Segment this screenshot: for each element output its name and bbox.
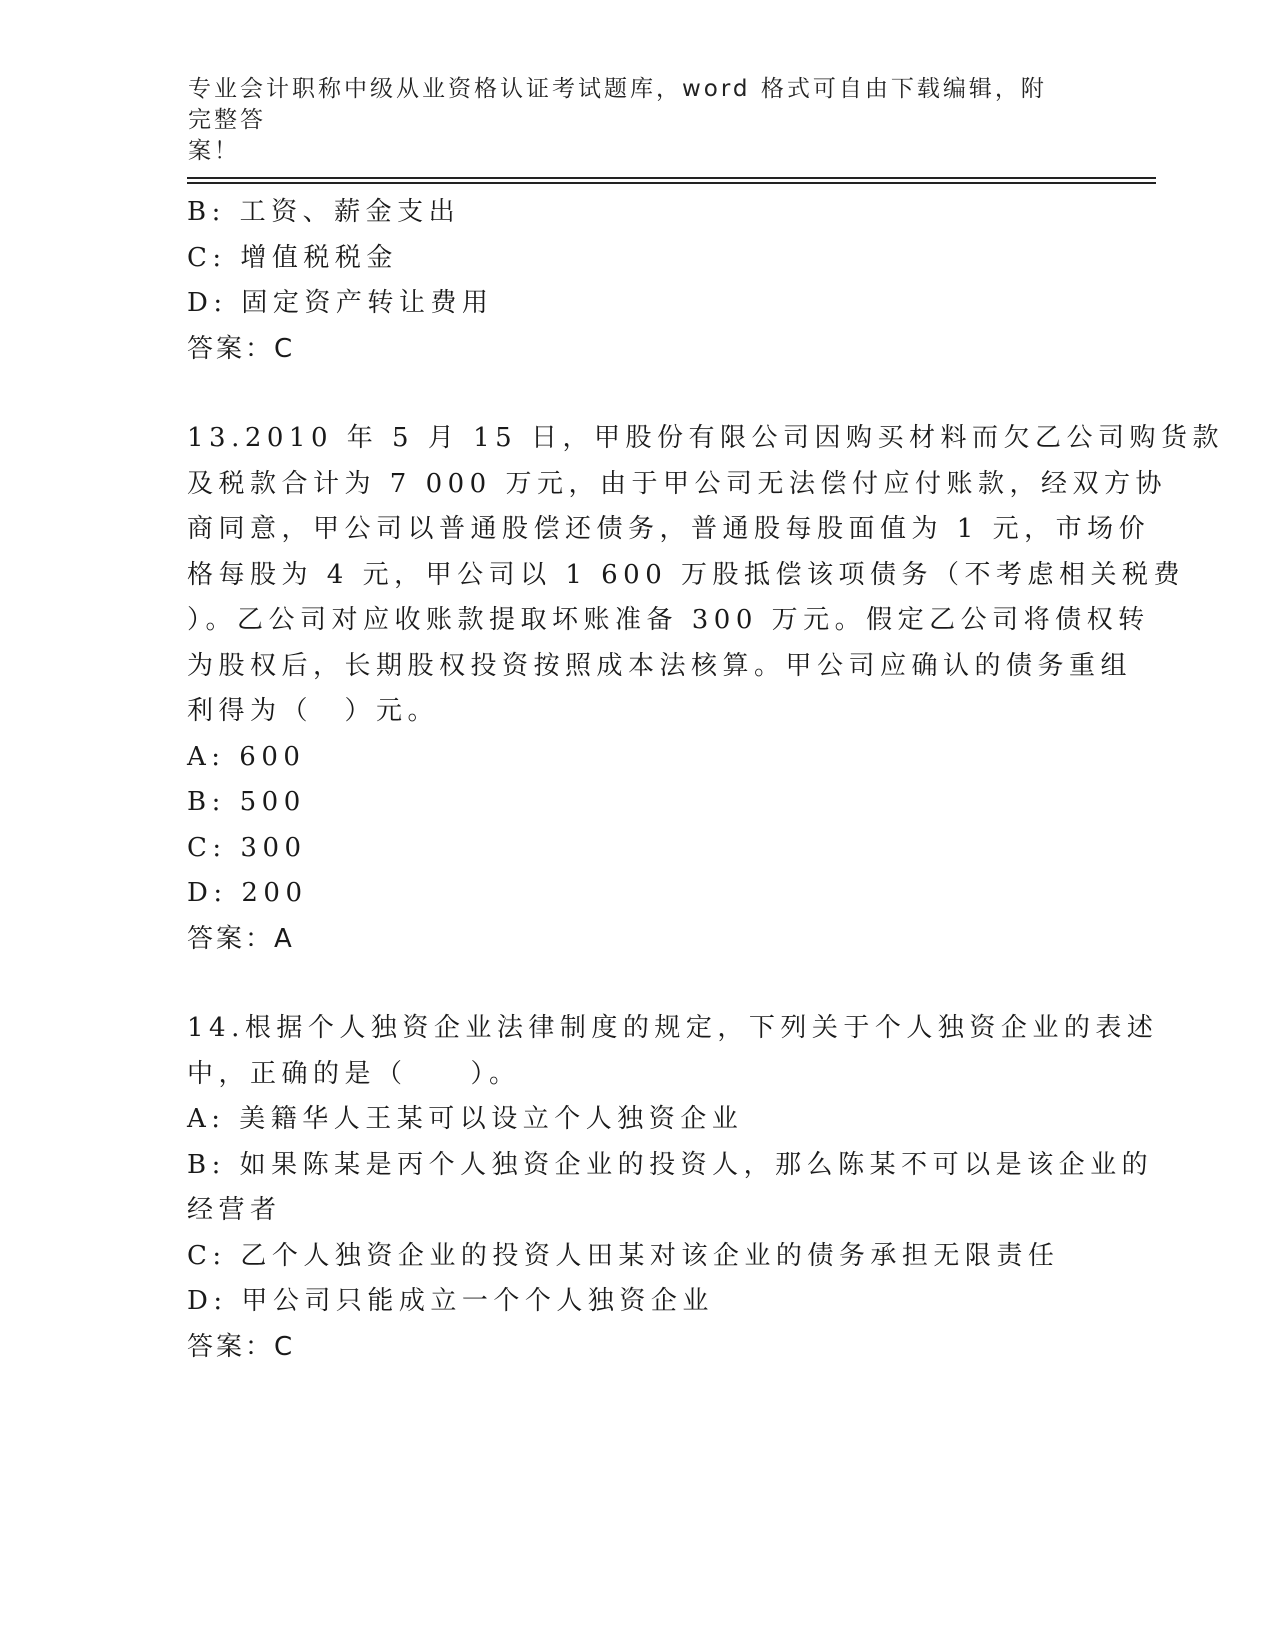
q12-option-c: C: 增值税税金 [187, 242, 398, 273]
question-14 [187, 1006, 1159, 1370]
q14-option-b-cont: 经营者 [187, 1195, 282, 1225]
q13-option-a: A: 600 [187, 741, 306, 772]
q13-stem-line: 商同意，甲公司以普通股偿还债务，普通股每股面值为 1 元，市场价 [187, 514, 1151, 544]
q12-option-b: B: 工资、薪金支出 [187, 197, 461, 227]
q13-option-b: B: 500 [187, 787, 306, 817]
q14-stem-line: 14.根据个人独资企业法律制度的规定，下列关于个人独资企业的表述 [187, 1013, 1159, 1043]
q13-stem-line: 及税款合计为 7 000 万元，由于甲公司无法偿付应付账款，经双方协 [187, 468, 1167, 499]
q12-answer: 答案：C [187, 333, 296, 364]
question-12-tail [187, 190, 1077, 372]
q13-answer: 答案：A [187, 923, 295, 954]
q14-option-d: D: 甲公司只能成立一个个人独资企业 [187, 1286, 714, 1316]
q13-stem-line: 利得为（ ）元。 [187, 696, 440, 726]
page-header [188, 74, 1068, 167]
header-rule-top [187, 177, 1156, 179]
header-line-1: 专业会计职称中级从业资格认证考试题库，word 格式可自由下载编辑，附完整答 [188, 76, 1047, 133]
q13-stem-line: ）。乙公司对应收账款提取坏账准备 300 万元。假定乙公司将债权转 [187, 605, 1150, 635]
question-content [187, 190, 1224, 1370]
q13-stem-line: 格每股为 4 元，甲公司以 1 600 万股抵偿该项债务（不考虑相关税费 [187, 559, 1186, 590]
q13-option-d: D: 200 [187, 878, 308, 908]
q14-option-c: C: 乙个人独资企业的投资人田某对该企业的债务承担无限责任 [187, 1240, 1060, 1271]
q14-option-b: B: 如果陈某是丙个人独资企业的投资人，那么陈某不可以是该企业的 [187, 1149, 1154, 1180]
spacer [187, 962, 1077, 1006]
q14-stem-line: 中，正确的是（ ）。 [187, 1058, 521, 1089]
header-line-2: 案！ [188, 138, 240, 164]
header-rule-bottom [187, 182, 1156, 184]
question-13 [187, 416, 1224, 962]
q13-option-c: C: 300 [187, 832, 307, 863]
q13-stem-line: 为股权后，长期股权投资按照成本法核算。甲公司应确认的债务重组 [187, 650, 1133, 681]
q14-answer: 答案：C [187, 1331, 296, 1362]
q14-option-a: A: 美籍华人王某可以设立个人独资企业 [187, 1104, 744, 1134]
q12-option-d: D: 固定资产转让费用 [187, 288, 494, 318]
spacer [187, 372, 1077, 416]
q13-stem-line: 13.2010 年 5 月 15 日，甲股份有限公司因购买材料而欠乙公司购货款 [187, 423, 1224, 453]
